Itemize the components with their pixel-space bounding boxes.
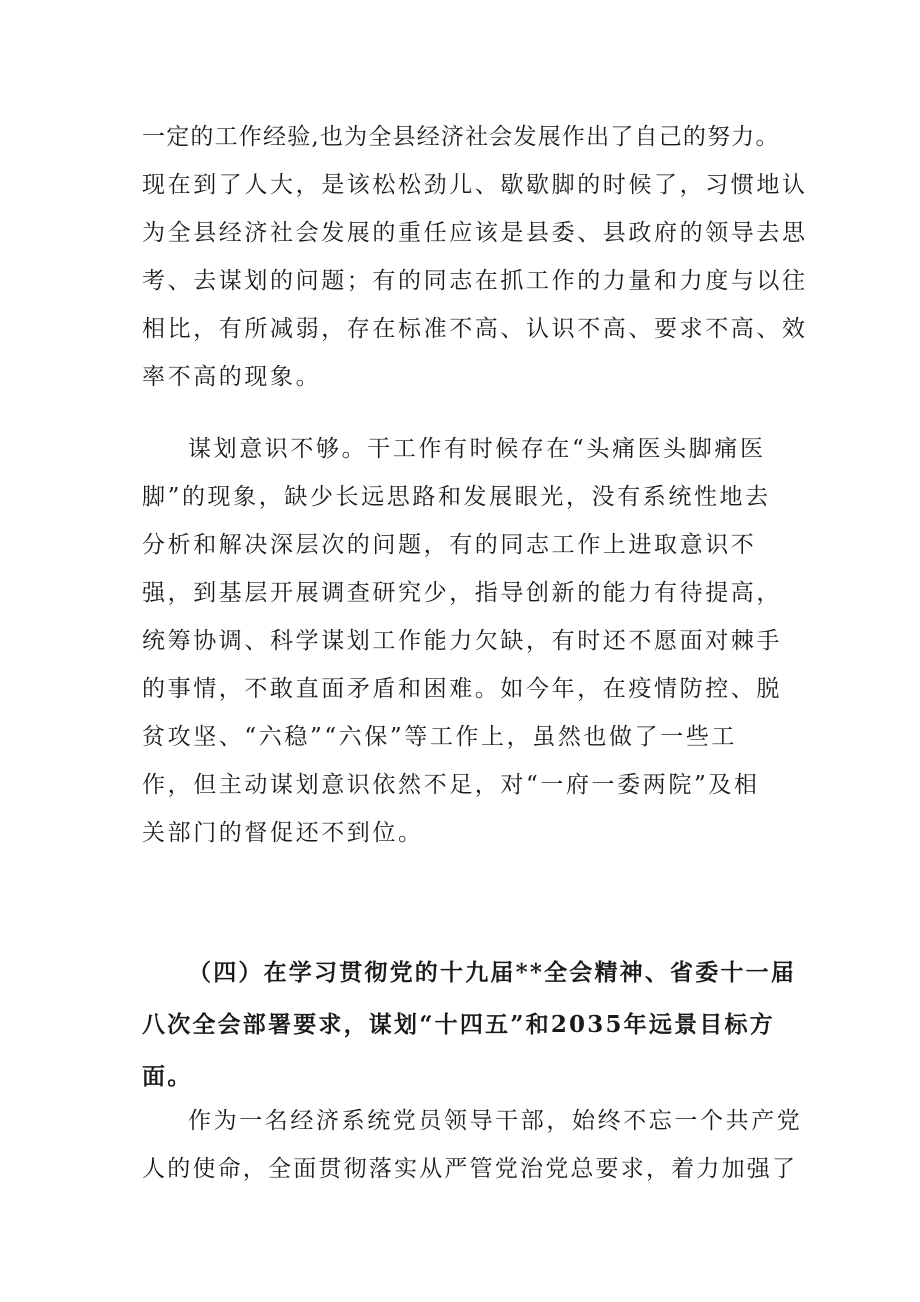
paragraph-1-line-1: 一定的工作经验,也为全县经济社会发展作出了自己的努力。 <box>142 124 780 150</box>
paragraph-2-line-5: 统筹协调、科学谋划工作能力欠缺，有时还不愿面对棘手 <box>142 628 782 654</box>
paragraph-2-line-9: 关部门的督促还不到位。 <box>142 820 424 846</box>
paragraph-1-line-4: 考、去谋划的问题；有的同志在抓工作的力量和力度与以往 <box>142 268 808 294</box>
section-heading-line-3: 面。 <box>142 1063 193 1090</box>
paragraph-3-line-2: 人的使命，全面贯彻落实从严管党治党总要求，着力加强了 <box>142 1156 798 1182</box>
paragraph-1-line-6: 率不高的现象。 <box>142 364 322 390</box>
paragraph-2-line-4: 强，到基层开展调查研究少，指导创新的能力有待提高， <box>142 580 782 606</box>
section-heading-line-2: 八次全会部署要求，谋划“十四五”和2035年远景目标方 <box>142 1011 775 1038</box>
paragraph-2-line-3: 分析和解决深层次的问题，有的同志工作上进取意识不 <box>142 532 757 558</box>
paragraph-2-line-6: 的事情，不敢直面矛盾和困难。如今年，在疫情防控、脱 <box>142 676 782 702</box>
paragraph-1-line-5: 相比，有所减弱，存在标准不高、认识不高、要求不高、效 <box>142 316 808 342</box>
paragraph-1-line-3: 为全县经济社会发展的重任应该是县委、县政府的领导去思 <box>142 220 808 246</box>
paragraph-2-line-7: 贫攻坚、“六稳”“六保”等工作上，虽然也做了一些工 <box>142 724 738 750</box>
paragraph-2-line-1: 谋划意识不够。干工作有时候存在“头痛医头脚痛医 <box>188 436 766 462</box>
paragraph-1-line-2: 现在到了人大，是该松松劲儿、歇歇脚的时候了，习惯地认 <box>142 172 808 198</box>
paragraph-2-line-2: 脚”的现象，缺少长远思路和发展眼光，没有系统性地去 <box>142 484 771 510</box>
section-heading-line-1: （四）在学习贯彻党的十九届**全会精神、省委十一届 <box>188 959 797 986</box>
paragraph-2-line-8: 作，但主动谋划意识依然不足，对“一府一委两院”及相 <box>142 772 760 798</box>
paragraph-3-line-1: 作为一名经济系统党员领导干部，始终不忘一个共产党 <box>188 1108 803 1134</box>
